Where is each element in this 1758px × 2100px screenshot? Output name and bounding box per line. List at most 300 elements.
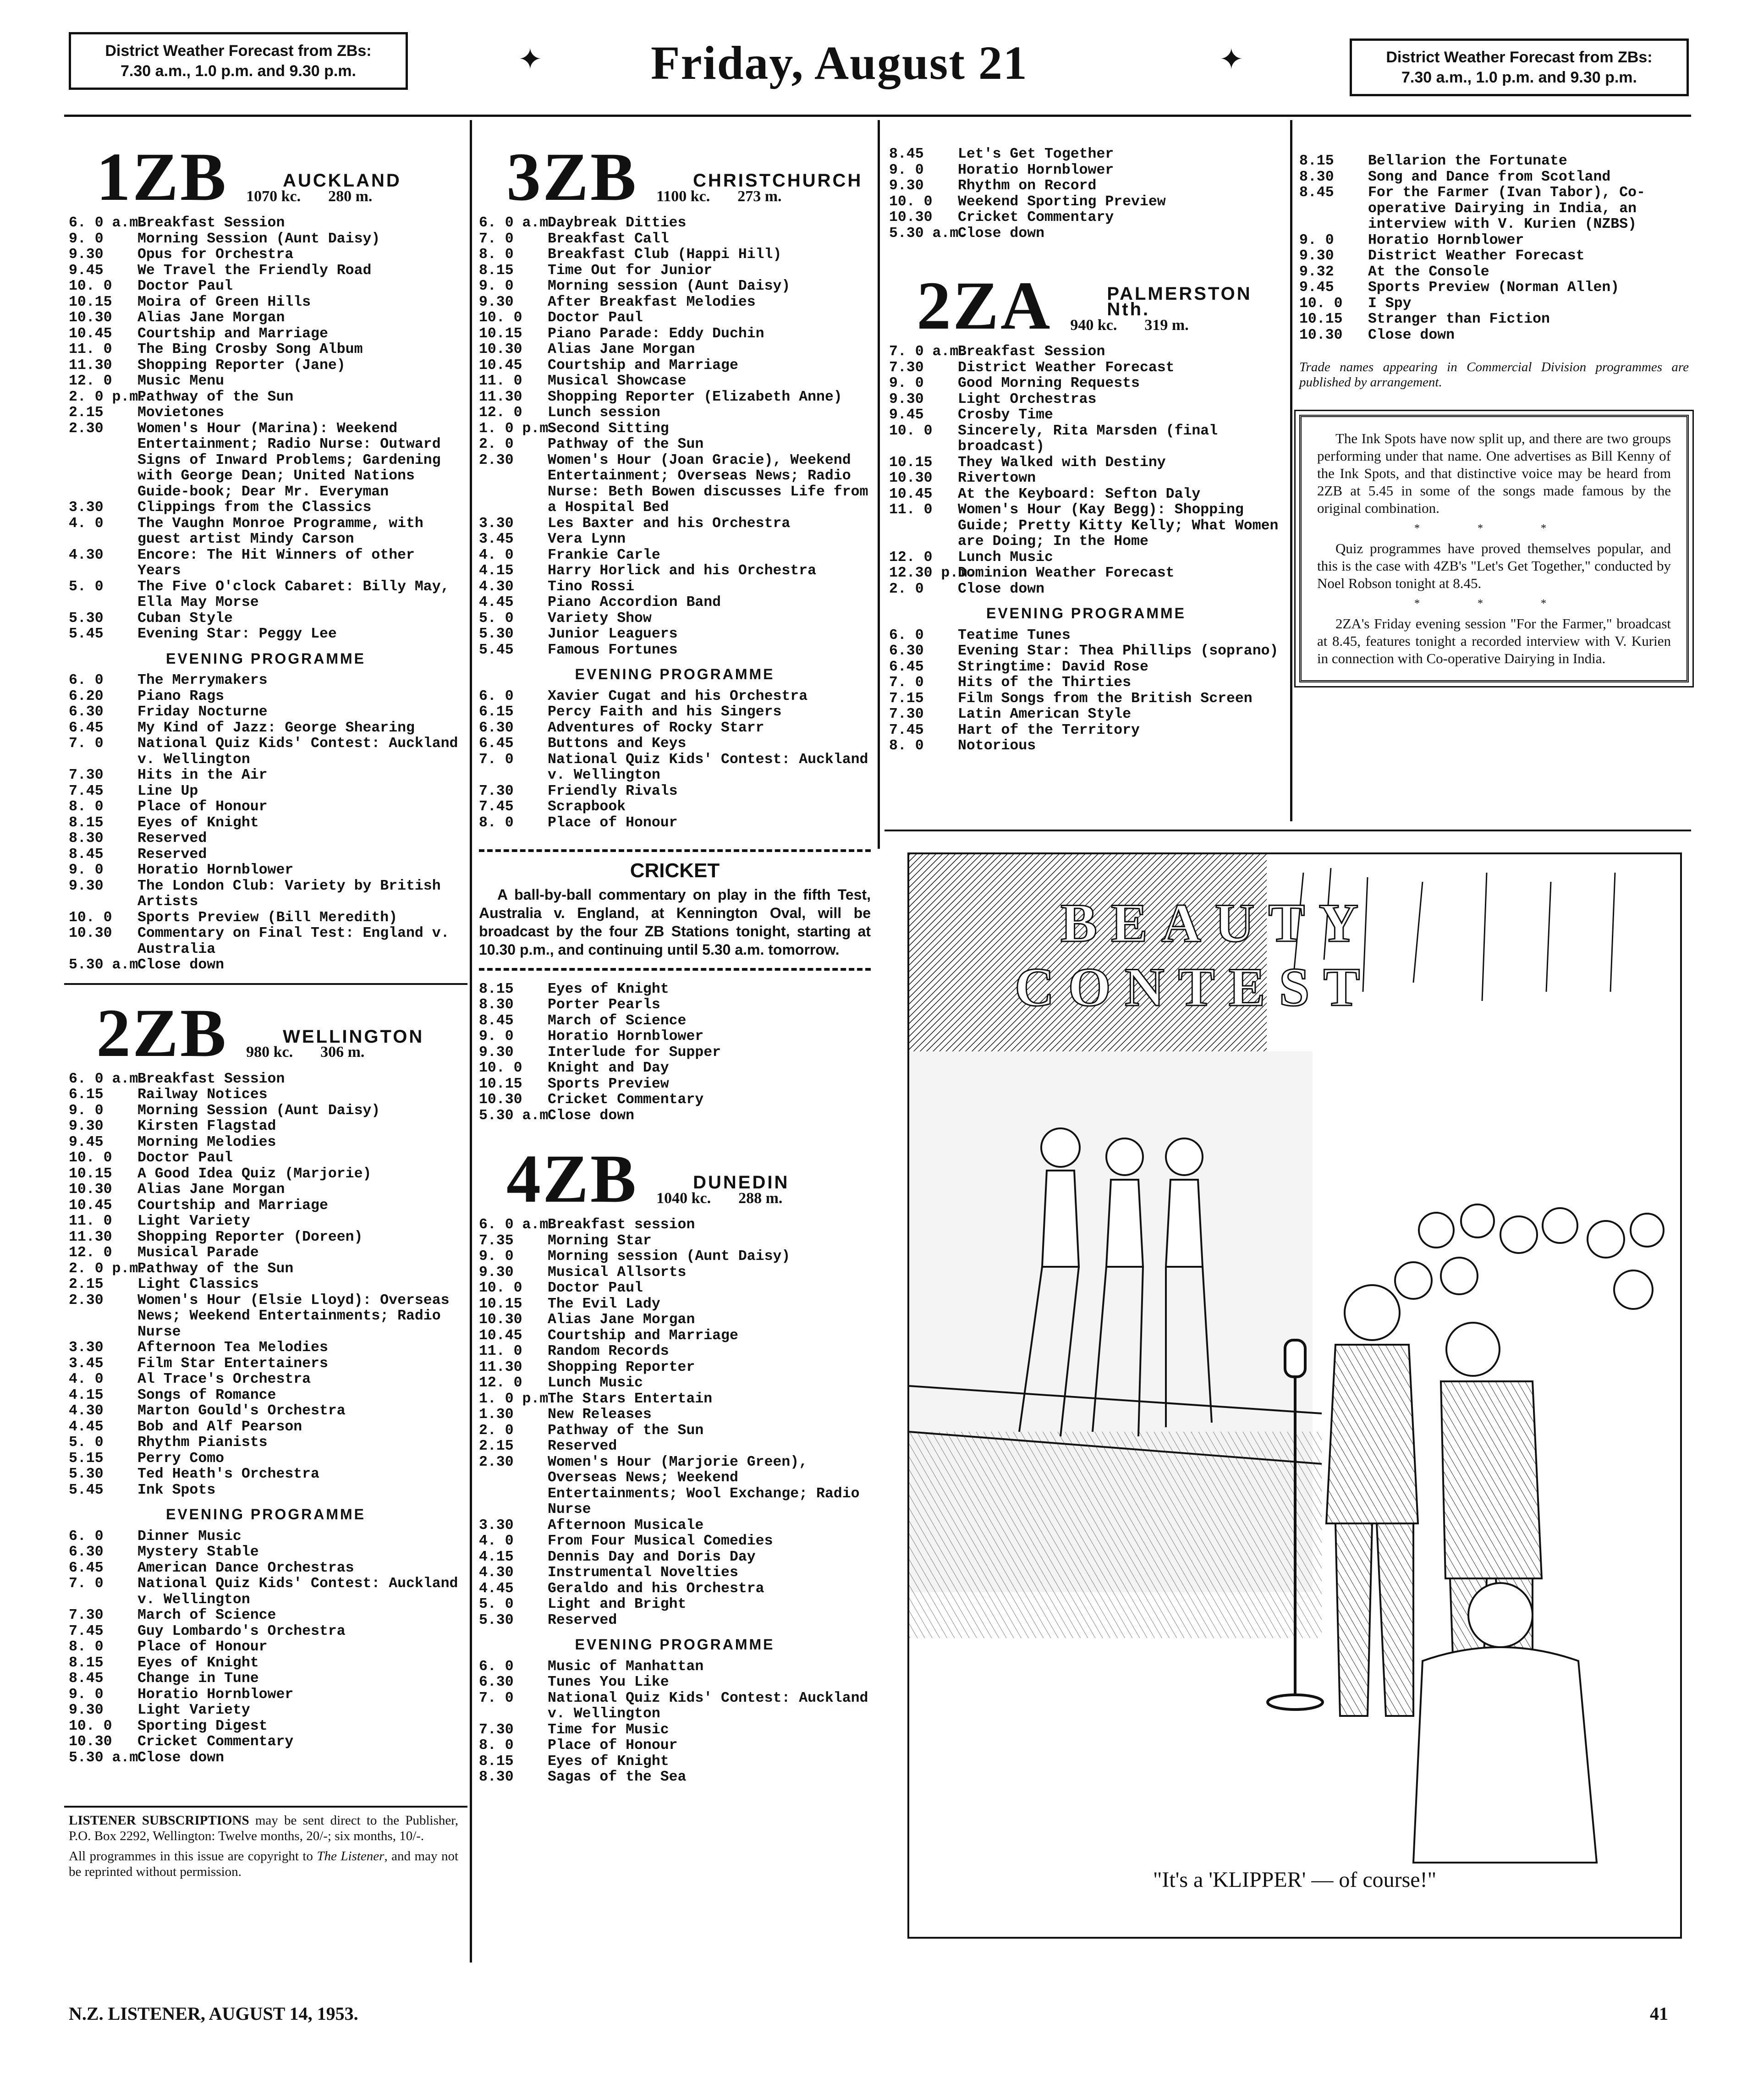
programme-title: Time for Music (548, 1721, 669, 1738)
programme-title: Friendly Rivals (548, 783, 678, 799)
programme-time: 7. 0 (69, 736, 104, 752)
programme-time: 10.15 (479, 325, 522, 342)
programme-row (889, 407, 1283, 423)
programme-row (69, 704, 463, 720)
programme-time: 7.30 (889, 706, 924, 722)
programme-row (1299, 154, 1689, 170)
programme-title: Eyes of Knight (137, 814, 259, 831)
programme-time: 10.45 (69, 325, 112, 342)
programme-row (479, 516, 871, 532)
programme-title: Opus for Orchestra (137, 247, 294, 263)
programme-title: Horatio Hornblower (137, 1686, 294, 1703)
programme-time: 4. 0 (69, 515, 104, 532)
programme-time: 10.30 (479, 1092, 522, 1108)
programme-title: Random Records (548, 1343, 669, 1359)
programme-title: Place of Honour (548, 1737, 678, 1754)
programme-time: 11. 0 (889, 502, 933, 518)
programme-title: Breakfast session (548, 1217, 695, 1233)
programme-row (69, 342, 463, 358)
programme-title: Music Menu (137, 373, 225, 389)
weather-box-left (69, 32, 408, 90)
programme-title: Dinner Music (137, 1528, 242, 1545)
programme-time: 2.15 (69, 1276, 104, 1292)
programme-time: 10.45 (479, 1327, 522, 1344)
programme-time: 10.30 (479, 341, 522, 357)
programme-title: Les Baxter and his Orchestra (548, 515, 791, 532)
programme-time: 1. 0 p.m. (479, 1391, 557, 1407)
programme-time: 11. 0 (479, 373, 522, 389)
programme-title: Evening Star: Thea Phillips (soprano) (958, 643, 1279, 659)
programme-title: Alias Jane Morgan (137, 1182, 285, 1198)
programme-title: Movietones (137, 405, 225, 421)
programme-row (69, 421, 463, 500)
programme-title: Reserved (548, 1612, 617, 1628)
programme-row (479, 752, 871, 784)
programme-time: 10. 0 (889, 423, 933, 439)
programme-title: Rhythm Pianists (137, 1435, 268, 1451)
programme-time: 2.30 (479, 1454, 514, 1470)
programme-time: 6.20 (69, 688, 104, 704)
programme-row (479, 997, 871, 1013)
programme-row (69, 1483, 463, 1499)
programme-time: 2. 0 (889, 581, 924, 597)
programme-row (479, 1407, 871, 1423)
programme-row (479, 1391, 871, 1407)
programme-time: 7.30 (69, 1607, 104, 1623)
programme-title: My Kind of Jazz: George Shearing (137, 720, 415, 736)
programme-title: Musical Allsorts (548, 1264, 687, 1281)
programme-time: 9.30 (479, 294, 514, 310)
station-header-2zb (96, 995, 463, 1071)
programme-row (69, 1261, 463, 1277)
schedule-list (479, 982, 871, 1124)
programme-time: 9.30 (1299, 248, 1334, 264)
programme-title: Guy Lombardo's Orchestra (137, 1623, 346, 1639)
programme-time: 5.30 a.m. (69, 1749, 147, 1766)
programme-title: Instrumental Novelties (548, 1565, 738, 1581)
programme-title: Eyes of Knight (548, 981, 669, 997)
programme-row (69, 1214, 463, 1230)
programme-row (479, 532, 871, 548)
programme-time: 4. 0 (479, 1533, 514, 1549)
programme-time: 8. 0 (69, 1639, 104, 1655)
programme-title: Notorious (958, 738, 1036, 754)
programme-title: The Five O'clock Cabaret: Billy May, Ella May Morse (137, 578, 450, 610)
programme-row (479, 1077, 871, 1093)
station-header-4zb (506, 1141, 871, 1217)
station-callsign: 2ZA (917, 268, 1052, 344)
programme-row (479, 1092, 871, 1108)
programme-row (69, 1072, 463, 1088)
programme-title: Reserved (137, 830, 207, 847)
programme-time: 5. 0 (69, 1435, 104, 1451)
programme-row (889, 643, 1283, 660)
programme-row (69, 263, 463, 279)
programme-title: Bellarion the Fortunate (1368, 153, 1567, 169)
programme-time: 4.30 (69, 1403, 104, 1419)
programme-row (69, 1103, 463, 1119)
programme-title: From Four Musical Comedies (548, 1533, 773, 1549)
programme-row (889, 738, 1283, 754)
programme-title: Buttons and Keys (548, 736, 687, 752)
programme-row (479, 784, 871, 800)
programme-row (479, 437, 871, 453)
station-frequency: 1040 kc. (656, 1189, 711, 1207)
programme-time: 5. 0 (479, 1596, 514, 1612)
programme-row (69, 405, 463, 421)
programme-title: Dennis Day and Doris Day (548, 1549, 756, 1565)
programme-row (889, 194, 1283, 210)
programme-time: 12. 0 (479, 405, 522, 421)
programme-row (479, 720, 871, 737)
schedule-list (479, 689, 871, 831)
programme-time: 3.30 (479, 515, 514, 532)
programme-title: Alias Jane Morgan (137, 310, 285, 326)
programme-time: 11.30 (69, 1229, 112, 1245)
programme-time: 2. 0 (479, 436, 514, 452)
programme-row (69, 815, 463, 831)
programme-time: 10. 0 (69, 909, 112, 926)
programme-title: Rhythm on Record (958, 178, 1097, 194)
column-rule (470, 120, 472, 1963)
programme-row (69, 1451, 463, 1467)
programme-time: 9. 0 (69, 1686, 104, 1703)
header-rule (64, 115, 1691, 117)
programme-row (69, 500, 463, 516)
programme-row (479, 815, 871, 831)
programme-title: March of Science (548, 1012, 687, 1029)
programme-row (69, 1719, 463, 1735)
programme-row (69, 831, 463, 847)
programme-row (69, 310, 463, 326)
programme-title: Close down (1368, 327, 1455, 343)
page-number: 41 (1650, 2003, 1668, 2024)
programme-title: Piano Parade: Eddy Duchin (548, 325, 764, 342)
programme-title: Clippings from the Classics (137, 500, 372, 516)
programme-time: 10.30 (69, 310, 112, 326)
programme-title: Lunch Music (958, 549, 1053, 566)
programme-title: Sincerely, Rita Marsden (final broadcast) (958, 423, 1218, 455)
programme-time: 9. 0 (479, 1028, 514, 1045)
programme-row (479, 1297, 871, 1313)
programme-row (479, 1534, 871, 1550)
banner-text-line2: CONTEST (1015, 957, 1374, 1017)
column-rule (878, 120, 880, 849)
programme-title: Film Star Entertainers (137, 1355, 328, 1372)
programme-time: 5. 0 (479, 610, 514, 627)
programme-title: District Weather Forecast (958, 359, 1175, 376)
programme-row (479, 453, 871, 516)
programme-time: 4.45 (69, 1418, 104, 1435)
schedule-list (479, 215, 871, 658)
programme-row (69, 611, 463, 627)
programme-time: 9.45 (69, 1134, 104, 1150)
programme-row (889, 360, 1283, 376)
programme-row (69, 768, 463, 784)
programme-time: 12.30 p.m. (889, 565, 976, 581)
programme-title: Morning Star (548, 1232, 652, 1249)
station-callsign: 4ZB (506, 1141, 638, 1217)
programme-time: 10. 0 (69, 1718, 112, 1734)
programme-title: Horatio Hornblower (548, 1028, 704, 1045)
station-wavelength: 319 m. (1144, 316, 1189, 334)
programme-time: 4. 0 (479, 547, 514, 563)
programme-time: 4.15 (479, 1549, 514, 1565)
programme-time: 10. 0 (69, 278, 112, 294)
programme-title: Frankie Carle (548, 547, 660, 563)
programme-row (69, 1230, 463, 1246)
programme-row (479, 1249, 871, 1265)
programme-row (479, 1754, 871, 1770)
schedule-list (69, 673, 463, 973)
programme-row (69, 326, 463, 342)
programme-time: 7. 0 a.m. (889, 344, 967, 360)
programme-row (479, 295, 871, 311)
schedule-list (479, 1659, 871, 1786)
programme-row (479, 1455, 871, 1518)
programme-title: Cuban Style (137, 610, 233, 627)
programme-title: Perry Como (137, 1450, 225, 1467)
programme-row (479, 1312, 871, 1328)
programme-row (889, 550, 1283, 566)
separator-stars: * * * (1414, 522, 1574, 534)
programme-row (479, 1375, 871, 1391)
schedule-list (889, 344, 1283, 597)
programme-row (69, 1703, 463, 1719)
programme-time: 5.30 (69, 1466, 104, 1482)
programme-row (1299, 233, 1689, 249)
cartoon-caption: "It's a 'KLIPPER' — of course!" (1153, 1868, 1437, 1892)
programme-time: 5.45 (479, 642, 514, 658)
programme-row (69, 215, 463, 231)
programme-title: Place of Honour (137, 1639, 268, 1655)
programme-row (69, 1372, 463, 1388)
programme-row (69, 1529, 463, 1545)
programme-title: Interlude for Supper (548, 1044, 721, 1061)
programme-row (69, 374, 463, 390)
programme-title: Let's Get Together (958, 146, 1114, 162)
programme-time: 9.32 (1299, 264, 1334, 280)
programme-row (889, 582, 1283, 598)
programme-time: 7.15 (889, 690, 924, 707)
station-frequency: 940 kc. (1070, 316, 1117, 334)
programme-time: 12. 0 (69, 1245, 112, 1261)
programme-row (479, 1691, 871, 1722)
note-paragraph: Quiz programmes have proved themselves popular, and this is the case with 4ZB's "Let's Get Together," conducted by Noel Robson tonight at 8.45. (1317, 540, 1671, 591)
programme-row (479, 358, 871, 374)
programme-title: Famous Fortunes (548, 642, 678, 658)
programme-title: Hart of the Territory (958, 722, 1140, 738)
programme-title: Sports Preview (Norman Allen) (1368, 280, 1620, 296)
programme-time: 10. 0 (479, 1060, 522, 1076)
weather-right-line1: District Weather Forecast from ZBs: (1386, 49, 1653, 66)
programme-row (479, 279, 871, 295)
programme-title: Courtship and Marriage (548, 1327, 738, 1344)
programme-title: The Merrymakers (137, 672, 268, 688)
programme-time: 3.30 (479, 1517, 514, 1534)
programme-row (69, 358, 463, 374)
programme-title: Junior Leaguers (548, 626, 678, 642)
programme-row (69, 1576, 463, 1608)
weather-left-line1: District Weather Forecast from ZBs: (105, 42, 372, 60)
programme-row (479, 231, 871, 247)
programme-time: 2. 0 p.m. (69, 389, 147, 405)
programme-time: 10.30 (889, 470, 933, 486)
programme-time: 5.30 a.m. (479, 1107, 557, 1124)
separator-stars: * * * (1414, 598, 1574, 610)
programme-title: Hits in the Air (137, 767, 268, 783)
programme-row (479, 1013, 871, 1029)
programme-time: 8. 0 (69, 799, 104, 815)
programme-time: 10. 0 (479, 1280, 522, 1296)
programme-row (479, 1328, 871, 1344)
programme-title: Stringtime: David Rose (958, 659, 1148, 675)
programme-row (479, 1659, 871, 1675)
programme-title: Variety Show (548, 610, 652, 627)
programme-row (69, 1182, 463, 1198)
programme-time: 6.30 (889, 643, 924, 659)
station-city: PALMERSTON Nth. (1107, 283, 1252, 319)
programme-row (1299, 185, 1689, 233)
station-frequency: 980 kc. (246, 1044, 293, 1061)
programme-title: Morning session (Aunt Daisy) (548, 1248, 791, 1264)
programme-title: Afternoon Musicale (548, 1517, 704, 1534)
programme-time: 10.30 (69, 925, 112, 941)
programme-title: Bob and Alf Pearson (137, 1418, 302, 1435)
programme-time: 9.45 (1299, 280, 1334, 296)
programme-row (479, 1613, 871, 1629)
programme-title: Piano Accordion Band (548, 594, 721, 610)
programme-row (479, 1597, 871, 1613)
programme-time: 11. 0 (69, 1213, 112, 1229)
programme-title: Friday Nocturne (137, 704, 268, 720)
programme-row (889, 178, 1283, 194)
programme-title: Place of Honour (548, 814, 678, 831)
programme-title: Afternoon Tea Melodies (137, 1340, 328, 1356)
programme-title: Crosby Time (958, 407, 1053, 423)
programme-title: Horatio Hornblower (137, 862, 294, 878)
programme-row (889, 344, 1283, 360)
programme-title: Sports Preview (548, 1076, 669, 1092)
programme-time: 10. 0 (1299, 295, 1343, 312)
programme-title: Percy Faith and his Singers (548, 704, 782, 720)
programme-title: Latin American Style (958, 706, 1132, 722)
subscriptions-lead: LISTENER SUBSCRIPTIONS (69, 1813, 249, 1828)
programme-time: 6.15 (69, 1087, 104, 1103)
programme-time: 9.45 (889, 407, 924, 423)
programme-title: Breakfast Session (137, 215, 285, 231)
programme-title: Courtship and Marriage (548, 357, 738, 374)
programme-time: 10.30 (889, 209, 933, 225)
programme-time: 10.45 (69, 1197, 112, 1214)
programme-row (69, 689, 463, 705)
programme-row (479, 215, 871, 231)
station-wavelength: 288 m. (738, 1189, 783, 1207)
programme-title: New Releases (548, 1407, 652, 1423)
programme-row (69, 926, 463, 957)
programme-title: Breakfast Session (958, 344, 1105, 360)
programme-row (479, 563, 871, 579)
schedule-list (889, 628, 1283, 754)
programme-time: 8. 0 (479, 814, 514, 831)
cartoon-top-rule (884, 830, 1691, 831)
programme-title: Place of Honour (137, 799, 268, 815)
programme-row (889, 691, 1283, 707)
programme-time: 9.30 (889, 178, 924, 194)
schedule-list (479, 1217, 871, 1628)
copyright-text: , and may not be reprinted without permission. (69, 1849, 458, 1879)
programme-title: Light Variety (137, 1213, 250, 1229)
programme-time: 8.15 (479, 1753, 514, 1770)
programme-row (889, 226, 1283, 242)
programme-title: Light and Bright (548, 1596, 687, 1612)
programme-row (69, 1293, 463, 1341)
programme-row (479, 1108, 871, 1124)
column-2 (479, 124, 871, 1786)
programme-title: Songs of Romance (137, 1387, 276, 1403)
programme-title: Rivertown (958, 470, 1036, 486)
programme-row (889, 163, 1283, 179)
programme-time: 4.15 (69, 1387, 104, 1403)
column-4 (1299, 154, 1689, 682)
programme-title: Shopping Reporter (Elizabeth Anne) (548, 389, 842, 405)
programme-row (69, 879, 463, 910)
station-wavelength: 273 m. (737, 187, 782, 205)
programme-time: 2.15 (479, 1438, 514, 1454)
programme-row (479, 1217, 871, 1233)
programme-row (69, 720, 463, 737)
programme-title: Morning Melodies (137, 1134, 276, 1150)
station-header-2za (917, 268, 1283, 344)
programme-row (69, 863, 463, 879)
programme-row (479, 1581, 871, 1597)
programme-row (1299, 170, 1689, 186)
programme-row (479, 799, 871, 815)
programme-row (479, 374, 871, 390)
programme-title: Geraldo and his Orchestra (548, 1580, 764, 1597)
programme-title: The Stars Entertain (548, 1391, 713, 1407)
programme-time: 10.15 (69, 1165, 112, 1182)
programme-row (69, 1388, 463, 1404)
station-callsign: 1ZB (96, 139, 228, 215)
programme-time: 5.30 a.m. (69, 957, 147, 973)
programme-row (479, 1061, 871, 1077)
programme-time: 4. 0 (69, 1371, 104, 1387)
programme-time: 11.30 (479, 389, 522, 405)
klipper-cartoon (907, 852, 1682, 1939)
programme-time: 8.30 (479, 1769, 514, 1785)
programme-time: 12. 0 (479, 1375, 522, 1391)
programme-title: Alias Jane Morgan (548, 341, 695, 357)
programme-title: Shopping Reporter (Jane) (137, 357, 346, 374)
programme-title: Sagas of the Sea (548, 1769, 687, 1785)
programme-time: 9. 0 (69, 1102, 104, 1119)
programme-row (479, 1423, 871, 1439)
programme-time: 4.30 (69, 547, 104, 563)
programme-title: Musical Showcase (548, 373, 687, 389)
programme-row (479, 611, 871, 627)
programme-row (479, 326, 871, 342)
programme-time: 7.30 (479, 783, 514, 799)
programme-row (69, 784, 463, 800)
programme-time: 6. 0 (889, 627, 924, 643)
programme-row (1299, 296, 1689, 312)
programme-time: 6. 0 a.m. (69, 215, 147, 231)
programme-title: A Good Idea Quiz (Marjorie) (137, 1165, 372, 1182)
programme-time: 10.15 (1299, 311, 1343, 327)
programme-time: 5.45 (69, 1482, 104, 1498)
programme-time: 2. 0 (479, 1422, 514, 1439)
